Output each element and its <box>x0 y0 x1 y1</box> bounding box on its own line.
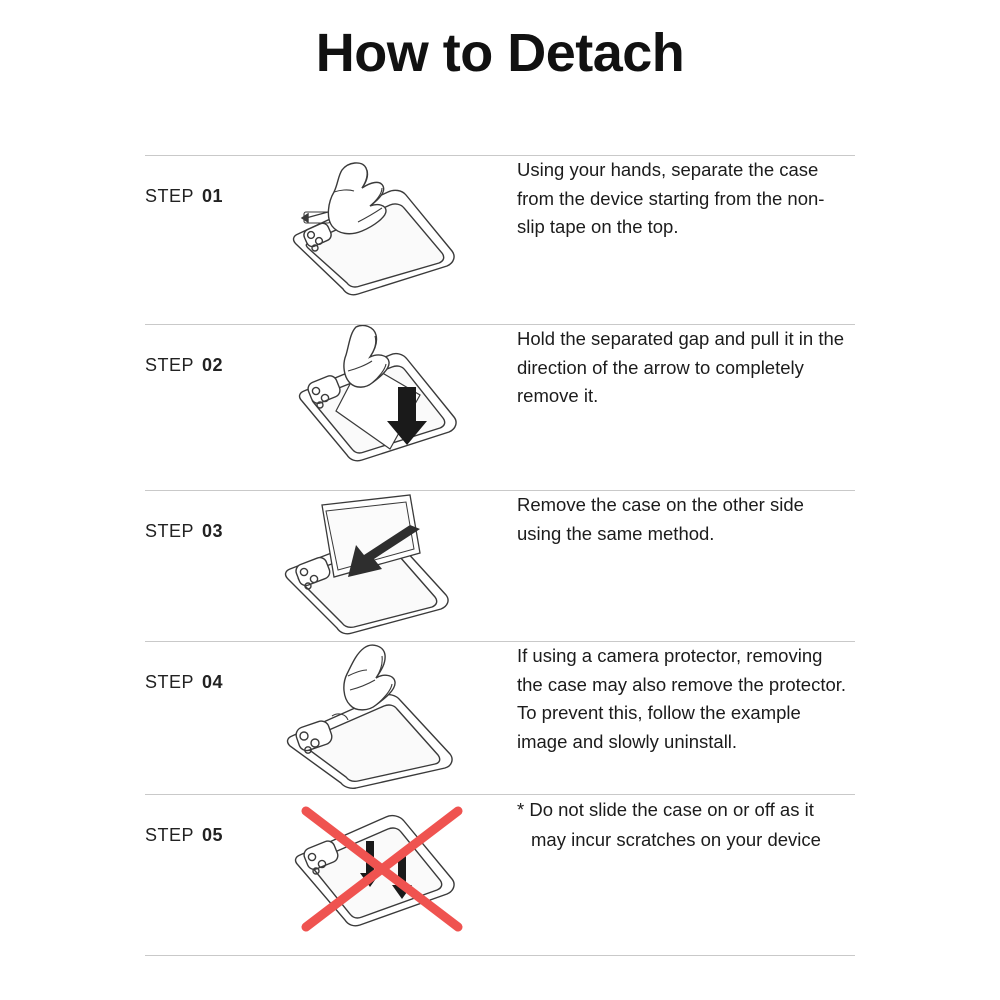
warning-line-1: * Do not slide the case on or off as it <box>517 799 814 820</box>
step-description: Using your hands, separate the case from the device starting from the non-slip tape on the top. <box>517 159 825 238</box>
step-row <box>145 491 855 641</box>
step-label-02 <box>145 325 265 376</box>
step-description: If using a camera protector, removing the case may also remove the protector. To prevent this, follow the example image and slowly uninstall. <box>517 645 847 753</box>
step-illustration-01 <box>265 156 495 306</box>
step-number: 02 <box>202 355 224 375</box>
step-description <box>517 795 821 854</box>
steps-list <box>145 155 855 956</box>
step-number: 05 <box>202 825 224 845</box>
step-text-01 <box>495 156 855 242</box>
step-row <box>145 795 855 955</box>
warning-line-2: may incur scratches on your device <box>531 828 821 850</box>
step-illustration-03 <box>265 491 495 641</box>
step-word: STEP <box>145 355 195 375</box>
step-row <box>145 325 855 490</box>
step-row <box>145 156 855 324</box>
step-illustration-05 <box>265 795 495 945</box>
divider <box>145 955 855 956</box>
step-word: STEP <box>145 521 195 541</box>
step-text-03 <box>495 491 855 548</box>
step-label-01 <box>145 156 265 207</box>
step-text-02 <box>495 325 855 411</box>
step-description: Remove the case on the other side using the same method. <box>517 494 804 544</box>
step-illustration-04 <box>265 642 495 792</box>
page-title: How to Detach <box>315 23 685 83</box>
step-number: 04 <box>202 672 224 692</box>
step-number: 01 <box>202 186 224 206</box>
step-row <box>145 642 855 794</box>
step-label-05 <box>145 795 265 846</box>
step-word: STEP <box>145 672 195 692</box>
step-label-04 <box>145 642 265 693</box>
step-word: STEP <box>145 825 195 845</box>
step-illustration-02 <box>265 325 495 475</box>
step-text-04 <box>495 642 855 757</box>
step-number: 03 <box>202 521 224 541</box>
step-description: Hold the separated gap and pull it in the direction of the arrow to completely remove it. <box>517 328 845 407</box>
step-word: STEP <box>145 186 195 206</box>
step-label-03 <box>145 491 265 542</box>
step-text-05 <box>495 795 855 854</box>
